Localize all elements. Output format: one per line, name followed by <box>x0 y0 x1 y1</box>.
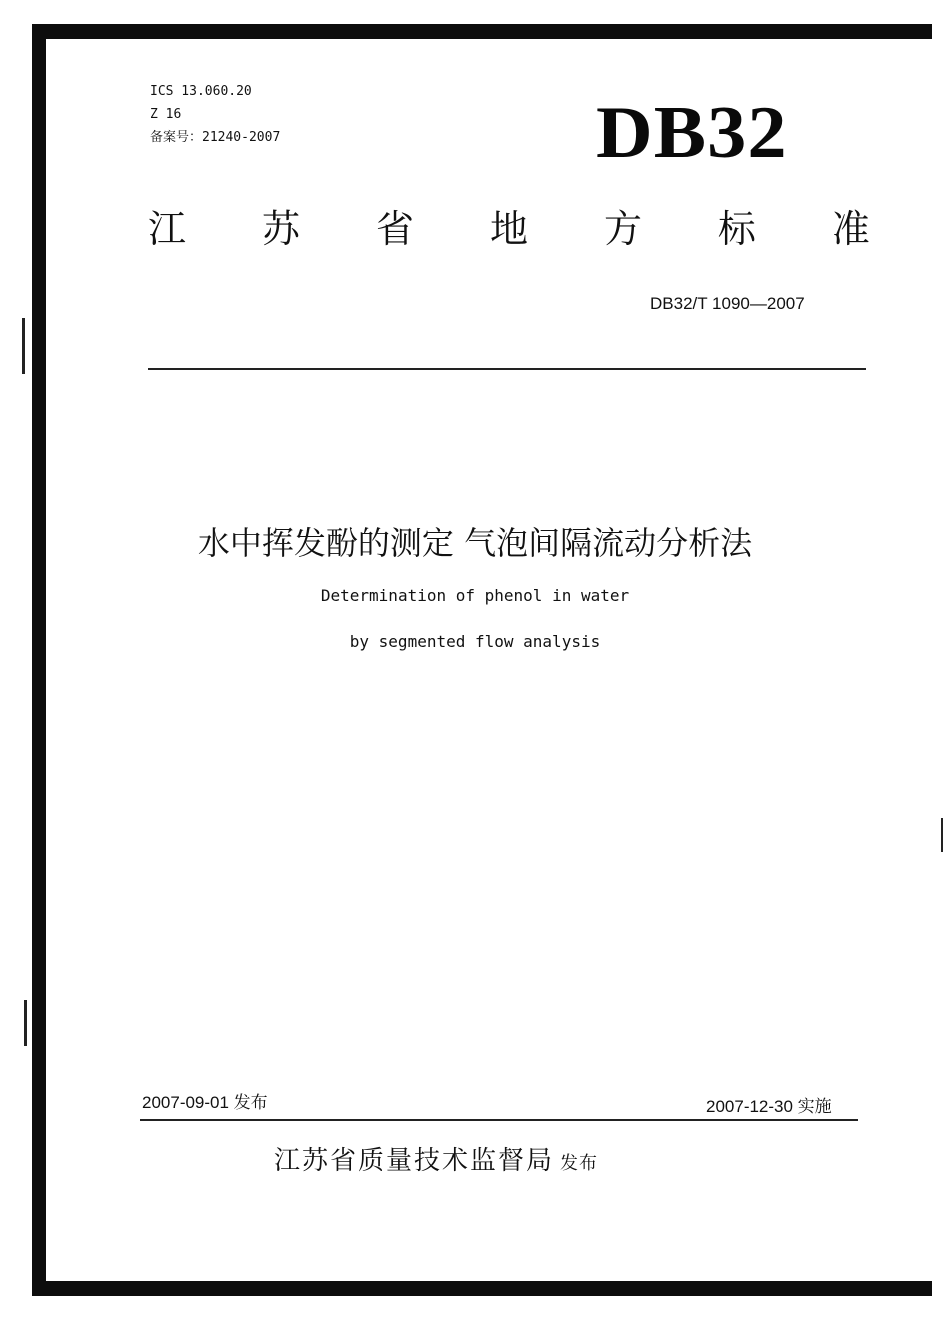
scan-border-top <box>32 24 932 39</box>
filing-number: 备案号：21240-2007 <box>150 130 281 145</box>
classification-block <box>150 80 280 149</box>
standard-type-char: 省 <box>375 207 414 251</box>
standard-type-char: 准 <box>831 207 870 251</box>
standard-logo: DB32 <box>596 92 788 174</box>
standard-type-char: 标 <box>717 207 756 251</box>
title-english-line1: Determination of phenol in water <box>320 586 630 605</box>
standard-type-char: 地 <box>489 207 528 251</box>
scan-border-bottom <box>32 1281 932 1296</box>
scan-mark <box>941 818 943 852</box>
standard-type-char: 江 <box>148 207 187 251</box>
scan-border-corner <box>916 24 932 36</box>
standard-type-char: 苏 <box>261 207 300 251</box>
title-english-line2: by segmented flow analysis <box>349 632 601 651</box>
publisher-name: 江苏省质量技术监督局 <box>274 1146 555 1176</box>
header-divider <box>148 368 866 370</box>
ics-code: ICS 13.060.20 <box>150 84 252 99</box>
title-chinese: 水中挥发酚的测定 气泡间隔流动分析法 <box>197 524 753 562</box>
scan-mark <box>24 1000 27 1046</box>
publisher <box>274 1140 598 1177</box>
footer-divider <box>140 1119 858 1121</box>
class-code: Z 16 <box>150 107 182 122</box>
scan-mark <box>22 318 25 374</box>
standard-type-char: 方 <box>603 207 642 251</box>
standard-type-heading <box>148 198 870 253</box>
standard-number: DB32/T 1090—2007 <box>650 294 805 313</box>
implementation-date: 2007-12-30 实施 <box>706 1097 832 1116</box>
publisher-suffix: 发布 <box>560 1153 599 1174</box>
issue-date: 2007-09-01 发布 <box>142 1093 268 1112</box>
scan-border-left <box>32 24 46 1296</box>
